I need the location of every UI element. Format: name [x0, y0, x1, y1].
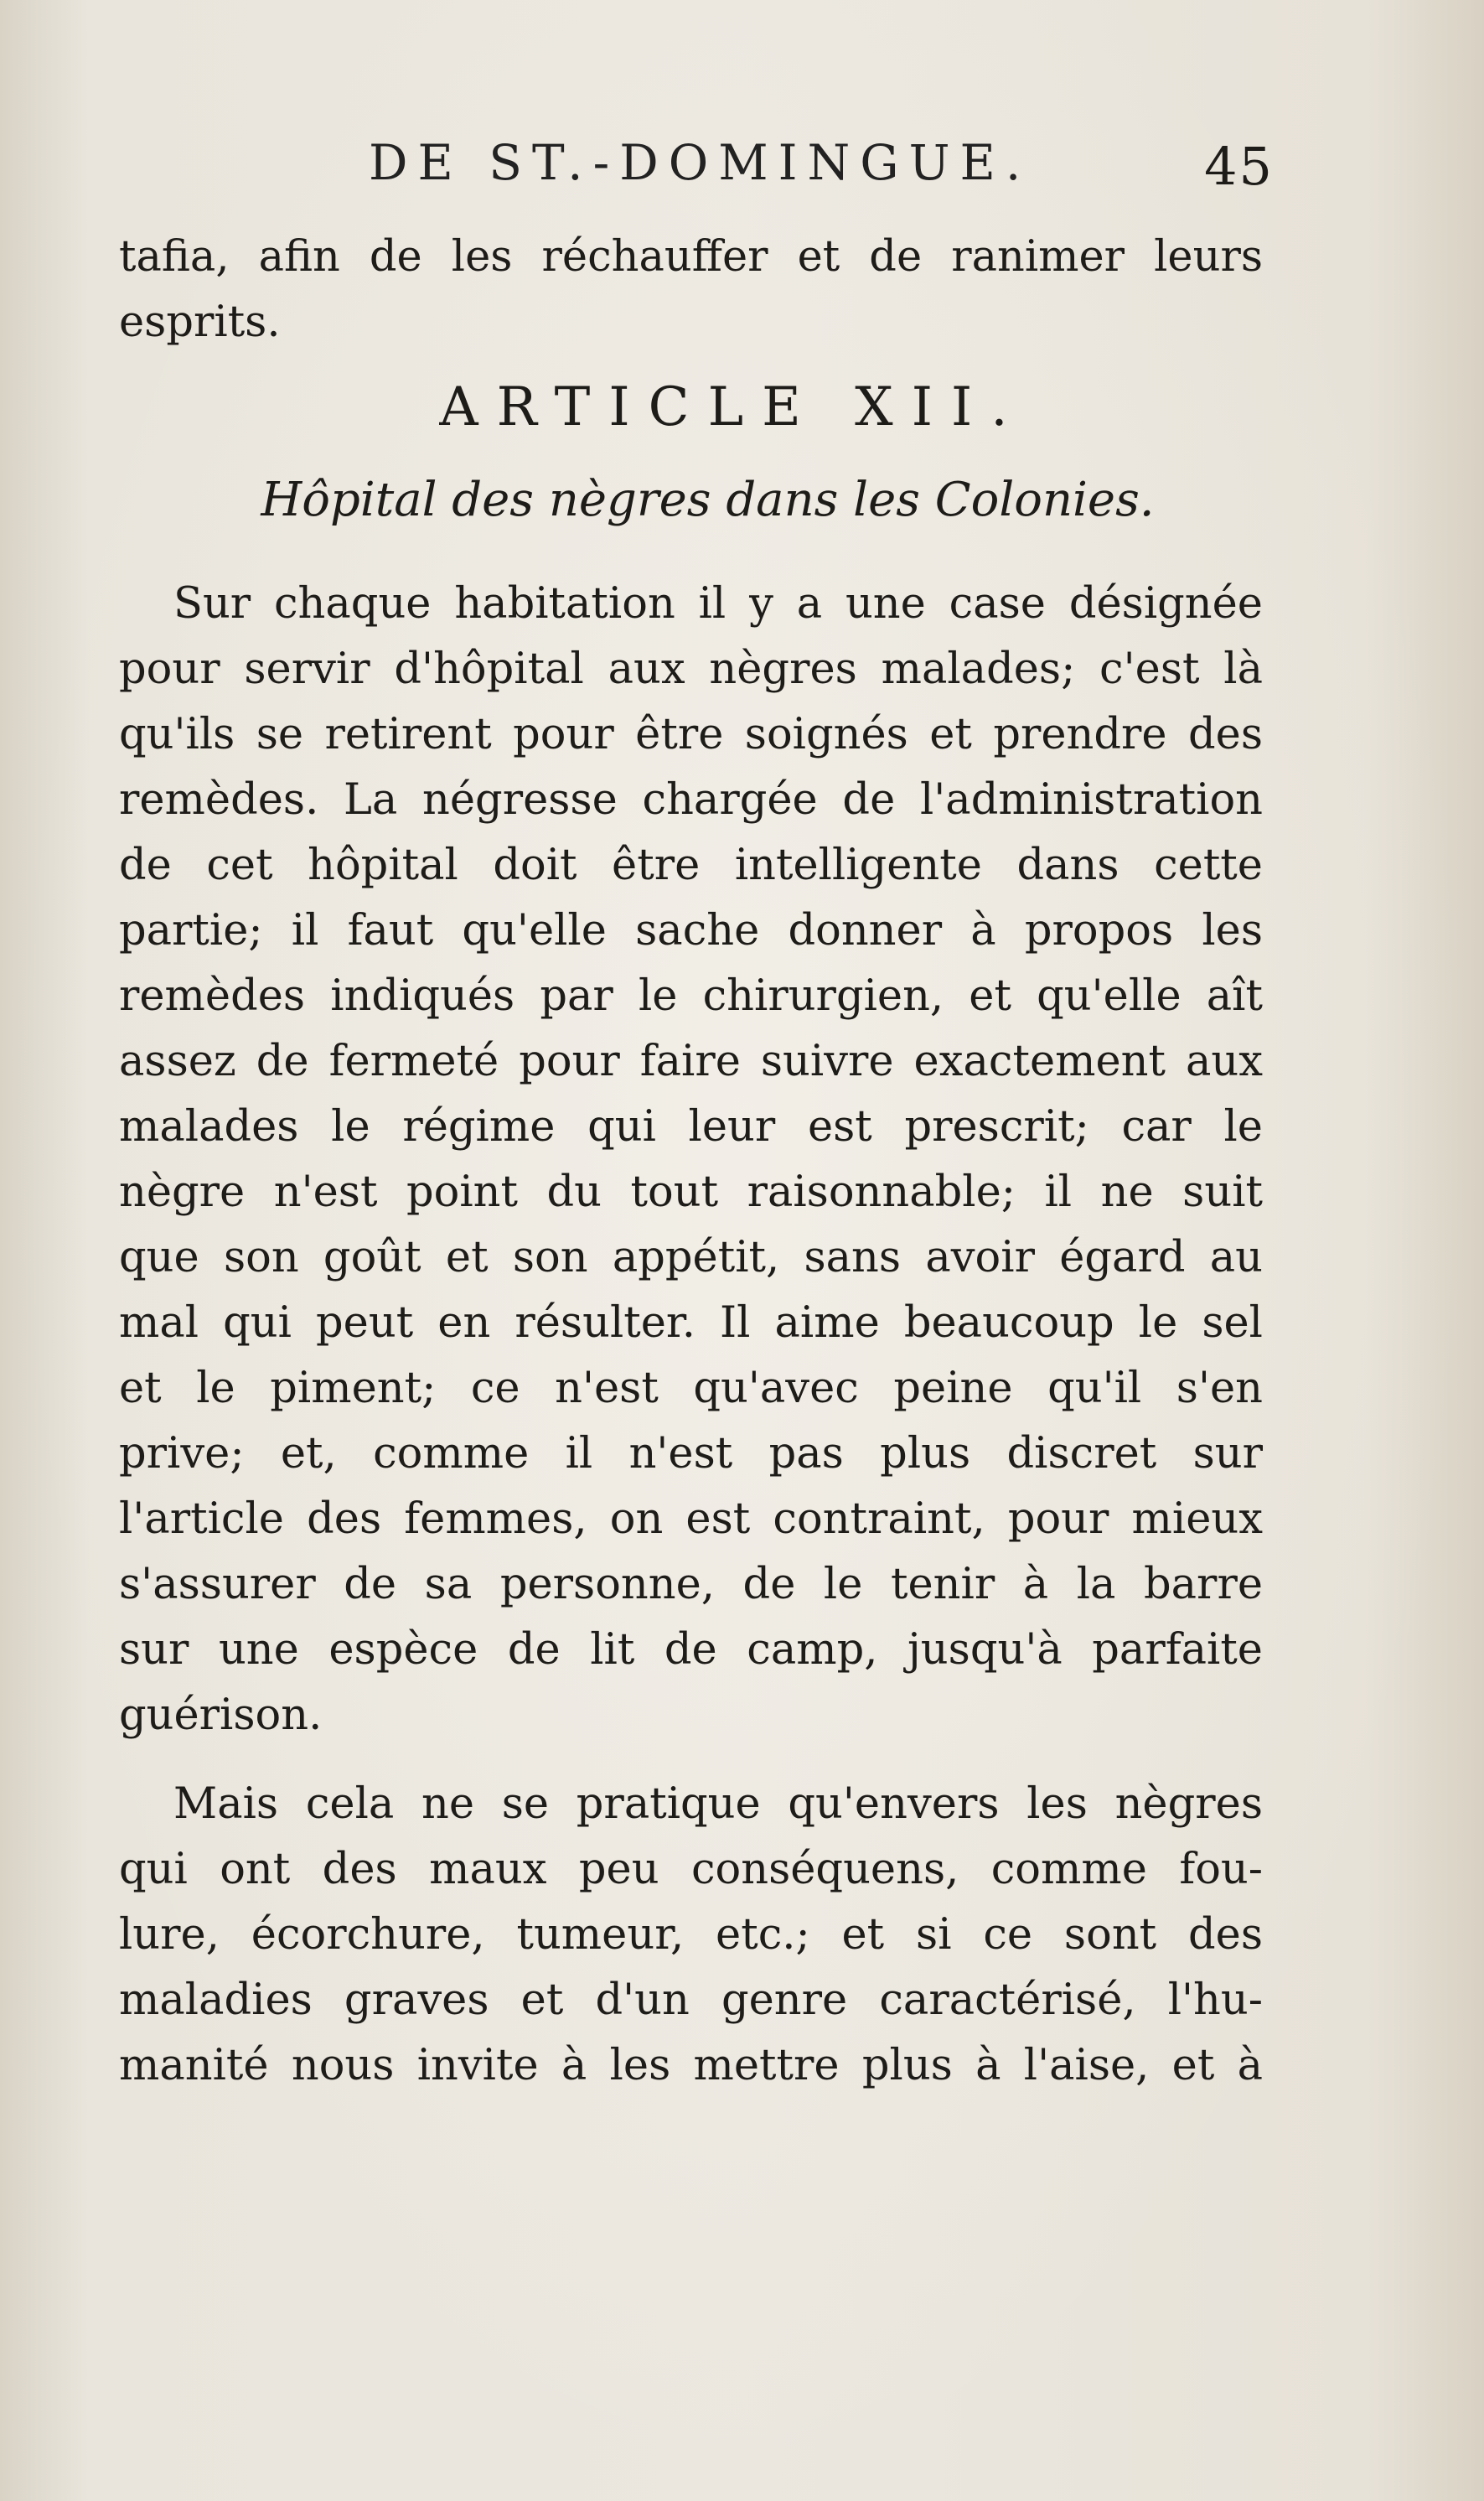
running-head: DE ST.-DOMINGUE. [369, 134, 1032, 191]
paragraph-gap [119, 1748, 1263, 1772]
text-line: Mais cela ne se pratique qu'envers les nègres [173, 1779, 1263, 1829]
page-body [119, 225, 1263, 2099]
article-subtitle: Hôpital des nègres dans les Colonies. [261, 473, 1155, 527]
text-line: esprits. [119, 298, 281, 347]
article-title: ARTICLE XII. [439, 376, 1026, 438]
text-line: tafia, afin de les réchauffer et de ranimer leurs [119, 232, 1263, 282]
text-line: remèdes indiqués par le chirurgien, et qu'elle aît [119, 971, 1263, 1021]
page-header [369, 126, 1290, 218]
text-line: prive; et, comme il n'est pas plus discret sur [119, 1429, 1263, 1478]
text-line: Sur chaque habitation il y a une case désignée [173, 579, 1263, 629]
text-line: assez de fermeté pour faire suivre exactement aux [119, 1037, 1263, 1086]
text-line: guérison. [119, 1691, 323, 1740]
text-line: partie; il faut qu'elle sache donner à propos les [119, 906, 1263, 955]
text-line: manité nous invite à les mettre plus à l'aise, et à [119, 2041, 1263, 2090]
text-line: l'article des femmes, on est contraint, pour mieux [119, 1494, 1263, 1544]
text-line: nègre n'est point du tout raisonnable; il ne suit [119, 1168, 1263, 1217]
paragraph-1 [119, 572, 1263, 1748]
text-line: lure, écorchure, tumeur, etc.; et si ce sont des [119, 1910, 1263, 1960]
text-line: de cet hôpital doit être intelligente dans cette [119, 841, 1263, 890]
text-line: mal qui peut en résulter. Il aime beaucoup le sel [119, 1298, 1263, 1348]
text-line: pour servir d'hôpital aux nègres malades; c'est là [119, 645, 1263, 694]
text-line: maladies graves et d'un genre caractérisé, l'hu- [119, 1975, 1263, 2025]
text-line: qu'ils se retirent pour être soignés et prendre des [119, 710, 1263, 759]
text-line: et le piment; ce n'est qu'avec peine qu'il s'en [119, 1364, 1263, 1413]
paragraph-2 [119, 1772, 1263, 2099]
text-line: remèdes. La négresse chargée de l'administration [119, 775, 1263, 825]
text-line: qui ont des maux peu conséquens, comme fou- [119, 1845, 1263, 1894]
text-line: sur une espèce de lit de camp, jusqu'à parfaite [119, 1625, 1263, 1675]
text-line: que son goût et son appétit, sans avoir égard au [119, 1233, 1263, 1282]
page-number: 45 [1204, 136, 1274, 197]
text-line: s'assurer de sa personne, de le tenir à la barre [119, 1560, 1263, 1609]
continuation-text [119, 225, 1263, 355]
text-line: malades le régime qui leur est prescrit; car le [119, 1102, 1263, 1152]
